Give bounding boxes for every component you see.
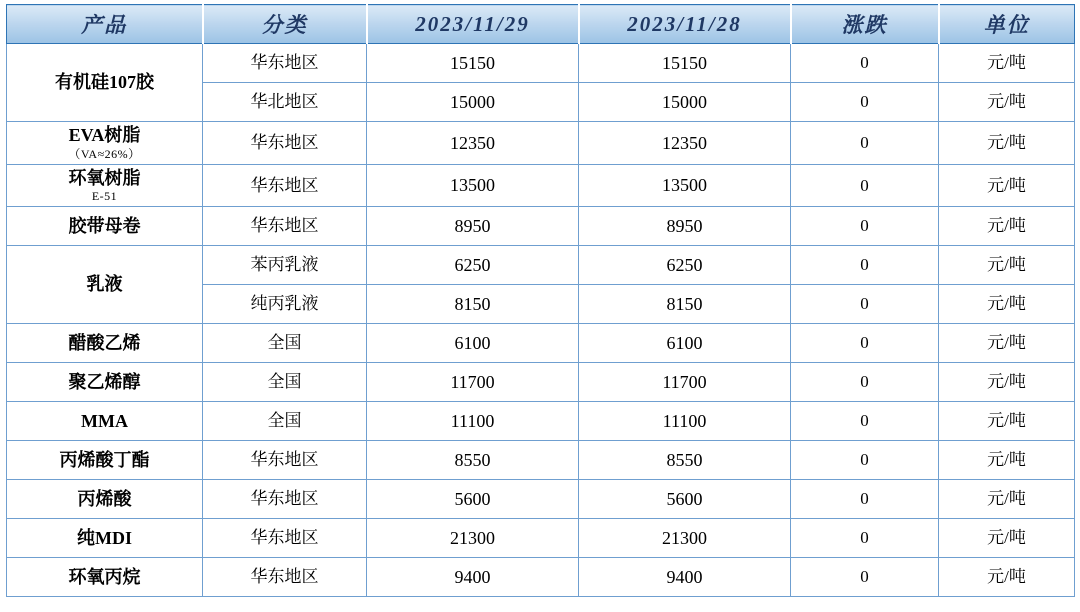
cell-price-date-2: 8950 (579, 207, 791, 246)
cell-price-date-1: 11100 (367, 402, 579, 441)
cell-change: 0 (791, 207, 939, 246)
cell-category: 华东地区 (203, 44, 367, 83)
table-row (7, 164, 1075, 207)
table-row (7, 207, 1075, 246)
cell-price-date-2: 6100 (579, 324, 791, 363)
cell-price-date-2: 11100 (579, 402, 791, 441)
product-name: 丙烯酸 (77, 488, 132, 509)
cell-change: 0 (791, 519, 939, 558)
cell-price-date-1: 6250 (367, 246, 579, 285)
product-name: 丙烯酸丁酯 (59, 449, 150, 470)
cell-price-date-1: 9400 (367, 558, 579, 597)
cell-change: 0 (791, 558, 939, 597)
cell-price-date-1: 8150 (367, 285, 579, 324)
cell-category: 全国 (203, 402, 367, 441)
price-table-sheet (0, 4, 1080, 612)
cell-price-date-1: 13500 (367, 164, 579, 207)
product-name: 有机硅107胶 (55, 72, 154, 93)
cell-unit: 元/吨 (939, 402, 1075, 441)
cell-unit: 元/吨 (939, 519, 1075, 558)
cell-change: 0 (791, 164, 939, 207)
cell-price-date-2: 8550 (579, 441, 791, 480)
table-header (7, 5, 1075, 44)
cell-price-date-1: 15000 (367, 83, 579, 122)
cell-category: 华东地区 (203, 164, 367, 207)
table-header-row (7, 5, 1075, 44)
product-name: 聚乙烯醇 (68, 371, 141, 392)
cell-unit: 元/吨 (939, 324, 1075, 363)
cell-category: 全国 (203, 363, 367, 402)
cell-change: 0 (791, 402, 939, 441)
cell-unit: 元/吨 (939, 480, 1075, 519)
cell-unit: 元/吨 (939, 558, 1075, 597)
product-name: 胶带母卷 (68, 215, 141, 236)
cell-category: 华东地区 (203, 441, 367, 480)
cell-product (7, 122, 203, 165)
cell-price-date-2: 15150 (579, 44, 791, 83)
cell-category: 全国 (203, 324, 367, 363)
cell-product (7, 558, 203, 597)
table-row (7, 519, 1075, 558)
product-name: MMA (81, 410, 128, 431)
cell-change: 0 (791, 285, 939, 324)
cell-change: 0 (791, 363, 939, 402)
cell-price-date-2: 5600 (579, 480, 791, 519)
cell-unit: 元/吨 (939, 363, 1075, 402)
product-subtitle: （VA≈26%） (68, 146, 141, 161)
cell-category: 纯丙乳液 (203, 285, 367, 324)
cell-product (7, 44, 203, 122)
table-row (7, 324, 1075, 363)
column-header-product: 产品 (7, 5, 203, 44)
cell-unit: 元/吨 (939, 246, 1075, 285)
product-subtitle: E-51 (91, 189, 118, 203)
cell-product (7, 402, 203, 441)
column-header-change: 涨跌 (791, 5, 939, 44)
cell-price-date-2: 21300 (579, 519, 791, 558)
cell-price-date-1: 8950 (367, 207, 579, 246)
cell-unit: 元/吨 (939, 441, 1075, 480)
table-row (7, 246, 1075, 285)
cell-price-date-1: 5600 (367, 480, 579, 519)
cell-category: 苯丙乳液 (203, 246, 367, 285)
product-name: 醋酸乙烯 (68, 332, 141, 353)
table-body (7, 44, 1075, 597)
cell-product (7, 363, 203, 402)
product-name: 纯MDI (77, 527, 132, 548)
cell-price-date-2: 8150 (579, 285, 791, 324)
cell-change: 0 (791, 122, 939, 165)
cell-price-date-2: 12350 (579, 122, 791, 165)
cell-unit: 元/吨 (939, 122, 1075, 165)
cell-change: 0 (791, 480, 939, 519)
cell-category: 华东地区 (203, 558, 367, 597)
cell-price-date-2: 15000 (579, 83, 791, 122)
column-header-date-1: 2023/11/29 (367, 5, 579, 44)
product-name: 乳液 (86, 274, 123, 295)
cell-product (7, 519, 203, 558)
table-row (7, 480, 1075, 519)
cell-product (7, 207, 203, 246)
cell-category: 华东地区 (203, 122, 367, 165)
product-name: 环氧丙烷 (68, 566, 141, 587)
cell-category: 华东地区 (203, 519, 367, 558)
cell-change: 0 (791, 83, 939, 122)
cell-product (7, 441, 203, 480)
cell-category: 华北地区 (203, 83, 367, 122)
cell-product (7, 324, 203, 363)
cell-category: 华东地区 (203, 207, 367, 246)
cell-unit: 元/吨 (939, 164, 1075, 207)
cell-price-date-2: 11700 (579, 363, 791, 402)
cell-price-date-1: 11700 (367, 363, 579, 402)
product-name: EVA树脂 (68, 125, 141, 145)
column-header-unit: 单位 (939, 5, 1075, 44)
cell-product (7, 164, 203, 207)
table-row (7, 441, 1075, 480)
product-name: 环氧树脂 (68, 167, 141, 188)
cell-change: 0 (791, 44, 939, 83)
table-row (7, 558, 1075, 597)
cell-price-date-2: 13500 (579, 164, 791, 207)
cell-price-date-1: 12350 (367, 122, 579, 165)
table-row (7, 44, 1075, 83)
cell-unit: 元/吨 (939, 285, 1075, 324)
cell-product (7, 480, 203, 519)
cell-product (7, 246, 203, 324)
cell-change: 0 (791, 441, 939, 480)
cell-price-date-2: 9400 (579, 558, 791, 597)
cell-price-date-2: 6250 (579, 246, 791, 285)
table-row (7, 402, 1075, 441)
cell-unit: 元/吨 (939, 207, 1075, 246)
cell-change: 0 (791, 246, 939, 285)
cell-price-date-1: 15150 (367, 44, 579, 83)
commodity-price-table (6, 4, 1075, 597)
cell-change: 0 (791, 324, 939, 363)
cell-price-date-1: 6100 (367, 324, 579, 363)
table-row (7, 363, 1075, 402)
cell-category: 华东地区 (203, 480, 367, 519)
cell-price-date-1: 8550 (367, 441, 579, 480)
cell-unit: 元/吨 (939, 83, 1075, 122)
column-header-date-2: 2023/11/28 (579, 5, 791, 44)
column-header-category: 分类 (203, 5, 367, 44)
cell-unit: 元/吨 (939, 44, 1075, 83)
table-row (7, 122, 1075, 165)
cell-price-date-1: 21300 (367, 519, 579, 558)
